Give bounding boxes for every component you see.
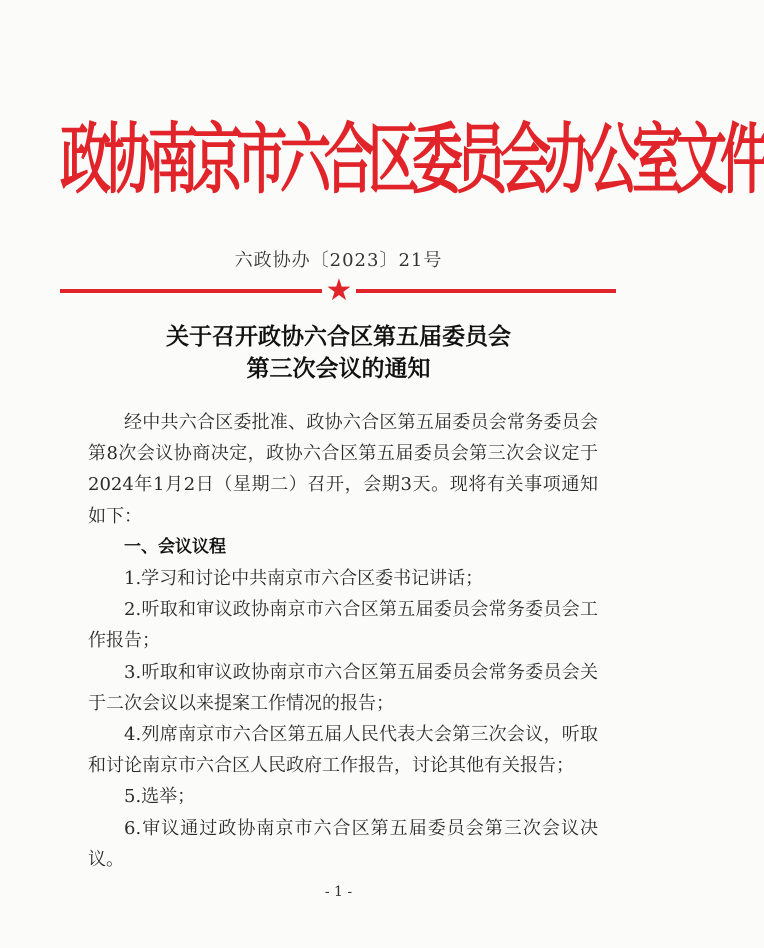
section-heading: 一、会议议程: [124, 536, 226, 557]
intro-paragraph: 经中共六合区委批准、政协六合区第五届委员会常务委员会第8次会议协商决定，政协六合区第五届委员会第三次会议定于2024年1月2日（星期二）召开，会期3天。现将有关事项通知如下：: [88, 412, 598, 527]
page-number: - 1 -: [324, 884, 353, 900]
agenda-item: 5.选举；: [124, 786, 196, 808]
red-divider-left: [60, 289, 322, 293]
agenda-item: 2.听取和审议政协南京市六合区第五届委员会常务委员会工作报告；: [88, 599, 598, 652]
document-body: [88, 407, 598, 875]
document-header-title: 政协南京市六合区委员会办公室文件: [60, 117, 764, 206]
star-icon: ★: [325, 273, 353, 308]
agenda-item: 4.列席南京市六合区第五届人民代表大会第三次会议，听取和讨论南京市六合区人民政府工作报告，讨论其他有关报告；: [88, 724, 598, 777]
red-divider-right: [356, 289, 616, 293]
agenda-item: 6.审议通过政协南京市六合区第五届委员会第三次会议决议。: [88, 817, 598, 870]
agenda-item: 3.听取和审议政协南京市六合区第五届委员会常务委员会关于二次会议以来提案工作情况的报告；: [88, 661, 598, 714]
document-number: 六政协办〔2023〕21号: [234, 250, 443, 271]
notice-title-line-2: 第三次会议的通知: [246, 356, 431, 382]
agenda-item: 1.学习和讨论中共南京市六合区委书记讲话；: [124, 568, 484, 590]
notice-title-line-1: 关于召开政协六合区第五届委员会: [166, 324, 511, 350]
